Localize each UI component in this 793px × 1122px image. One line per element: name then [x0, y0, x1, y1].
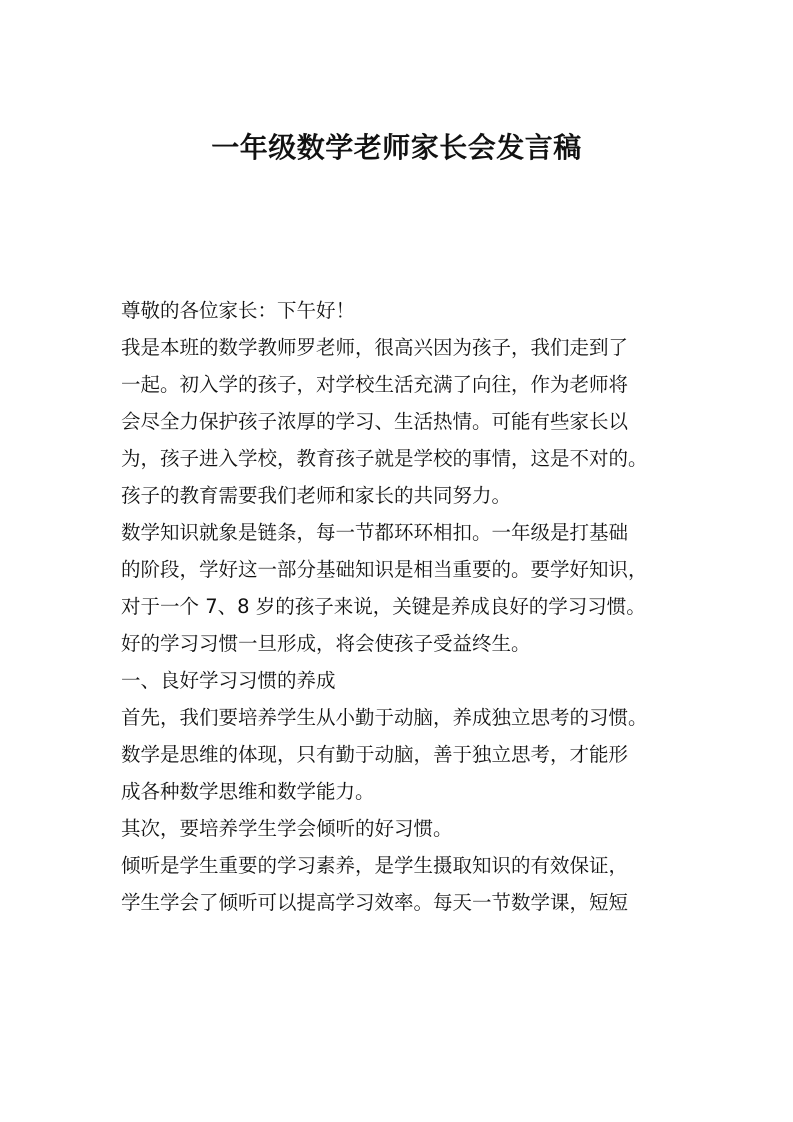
text-line: 学生学会了倾听可以提高学习效率。每天一节数学课，短短 — [121, 891, 629, 914]
text-line: 数学是思维的体现，只有勤于动脑，善于独立思考，才能形 — [121, 743, 629, 766]
text-line: 好的学习习惯一旦形成，将会使孩子受益终生。 — [121, 632, 531, 655]
text-line: 首先，我们要培养学生从小勤于动脑，养成独立思考的习惯。 — [121, 706, 648, 729]
text-line: 倾听是学生重要的学习素养，是学生摄取知识的有效保证， — [121, 854, 629, 877]
text-line: 一起。初入学的孩子，对学校生活充满了向往，作为老师将 — [121, 373, 629, 396]
text-line: 成各种数学思维和数学能力。 — [121, 780, 375, 803]
text-line: 会尽全力保护孩子浓厚的学习、生活热情。可能有些家长以 — [121, 410, 629, 433]
text-line: 其次，要培养学生学会倾听的好习惯。 — [121, 817, 453, 840]
text-line: 对于一个 7、8 岁的孩子来说，关键是养成良好的学习习惯。 — [121, 595, 646, 618]
text-line: 我是本班的数学教师罗老师，很高兴因为孩子，我们走到了 — [121, 336, 629, 359]
text-line-greeting: 尊敬的各位家长：下午好！ — [121, 299, 356, 322]
document-body — [121, 292, 691, 921]
text-line: 孩子的教育需要我们老师和家长的共同努力。 — [121, 484, 512, 507]
text-line: 为，孩子进入学校，教育孩子就是学校的事情，这是不对的。 — [121, 447, 648, 470]
text-line: 数学知识就象是链条，每一节都环环相扣。一年级是打基础 — [121, 521, 629, 544]
section-heading: 一、良好学习习惯的养成 — [121, 669, 336, 692]
document-title: 一年级数学老师家长会发言稿 — [211, 131, 582, 164]
text-line: 的阶段，学好这一部分基础知识是相当重要的。要学好知识， — [121, 558, 648, 581]
